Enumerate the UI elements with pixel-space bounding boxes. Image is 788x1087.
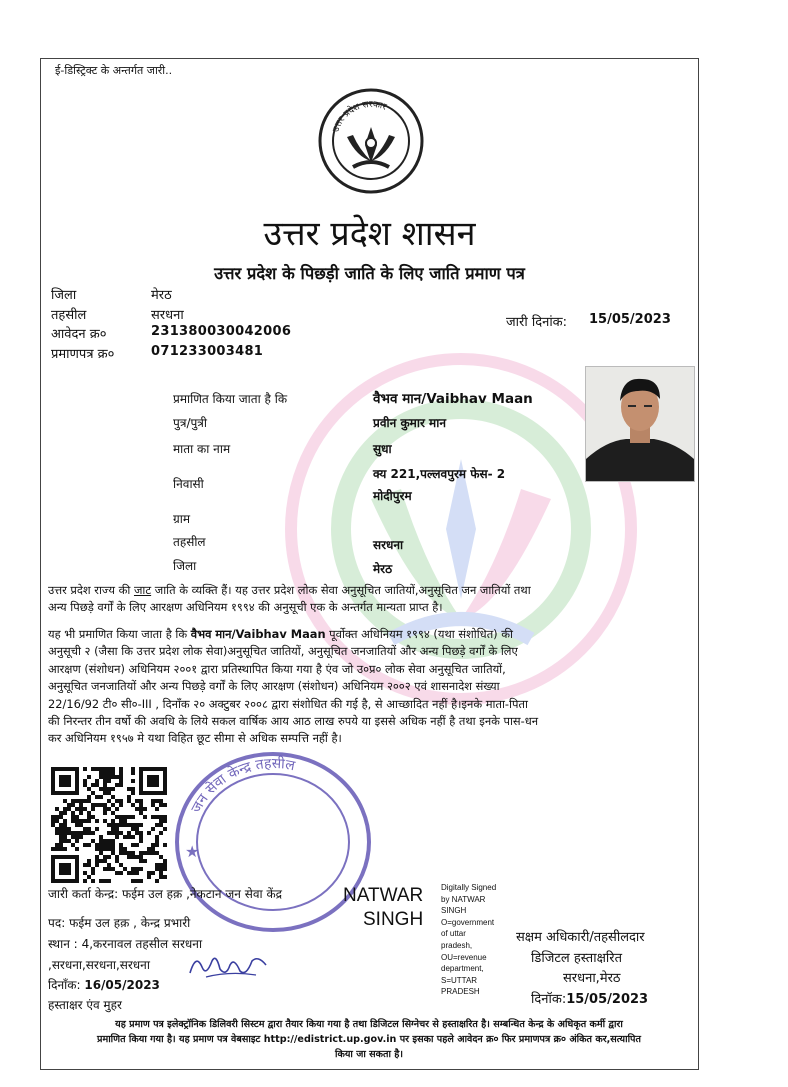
ds-line: SINGH <box>441 906 467 916</box>
ds-line: O=government <box>441 917 495 927</box>
ds-line: department, <box>441 964 484 974</box>
issuing-center <box>48 885 282 902</box>
ds-line: of uttar <box>441 929 466 939</box>
page-title: उत्तर प्रदेश शासन <box>263 214 476 254</box>
certificate-number: 071233003481 <box>151 344 264 359</box>
mother-value: सुधा <box>373 442 392 456</box>
signer-name-line2: SINGH <box>363 909 424 930</box>
para2-line6: की निरन्तर तीन वर्षो की अवधि के लिये सकल वार्षिक आय आठ लाख रुपये या इससे अधिक नहीं है तथा इनके पास-धन <box>48 714 539 729</box>
person-photo-icon <box>586 367 694 481</box>
issue-date-value: 15/05/2023 <box>589 312 671 327</box>
svg-text:जन सेवा केन्द्र तहसील <box>188 755 296 816</box>
details-tehsil-value: सरधना <box>373 538 404 552</box>
officer-date-value: 15/05/2023 <box>566 992 649 1007</box>
village-label: ग्राम <box>173 512 191 526</box>
up-govt-emblem-icon <box>317 87 425 195</box>
tehsil-value: सरधना <box>151 308 184 323</box>
officer-date <box>531 989 648 1007</box>
tehsil-label: तहसील <box>51 308 87 323</box>
digital-signature-details <box>441 882 496 998</box>
issuing-center-value: फईम उल हक़ ,नेकटान जन सेवा केंद्र <box>122 887 283 901</box>
caste-paragraph <box>48 582 688 617</box>
footer-line2: प्रमाणित किया गया है। यह प्रमाण पत्र वेबसाइट http://edistrict.up.gov.in पर इसका पहले आवेदन क्र० फिर प्रमाणपत्र क्र० अंकित कर,सत्यापित <box>97 1034 641 1045</box>
mother-label: माता का नाम <box>173 442 231 456</box>
svg-text:उत्तर प्रदेश सरकार <box>331 100 388 134</box>
page-subtitle: उत्तर प्रदेश के पिछड़ी जाति के लिए जाति प्रमाण पत्र <box>214 264 525 283</box>
signature-label: हस्ताक्षर एंव मुहर <box>48 998 122 1012</box>
para2-line2: अनुसूची २ (जैसा कि उत्तर प्रदेश लोक सेवा)अनुसूचित जातियों, अनुसूचित जनजातियों और अन्य पिछड़े वर्गों के लिए <box>48 644 518 659</box>
para2-line5: 22/16/92 टी० सी०-III , दिनाँक २० अक्टुबर २००८ द्वारा संशोधित की गई है, से आच्छादित नहीं है।इनके माता-पिता <box>48 696 528 711</box>
application-number: 231380030042006 <box>151 324 292 339</box>
resident-value-line2: मोदीपुरम <box>373 489 412 503</box>
para2-line1-end: पूर्वोक्त अधिनियम १९९४ (यथा संशोधित) की <box>325 627 513 641</box>
header-note: ई-डिस्ट्रिक्ट के अन्तर्गत जारी.. <box>55 64 173 77</box>
para1-line2: अन्य पिछड़े वर्गों के लिए आरक्षण अधिनियम १९९४ की अनुसूची एक के अन्तर्गत मान्यता प्राप्त है। <box>48 600 443 615</box>
svg-text:★: ★ <box>185 842 200 861</box>
issuer-post-value: फईम उल हक़ , केन्द्र प्रभारी <box>69 916 191 930</box>
certificate-sheet <box>40 58 699 1070</box>
ds-line: S=UTTAR <box>441 975 478 985</box>
details-tehsil-label: तहसील <box>173 535 206 549</box>
district-label: जिला <box>51 288 77 303</box>
details-district-label: जिला <box>173 559 197 573</box>
footer-line1: यह प्रमाण पत्र इलेक्ट्रॉनिक डिलिवरी सिस्टम द्वारा तैयार किया गया है तथा डिजिटल सिग्नेचर से हस्ताक्षरित है। सम्बन्धित केन्द्र के अधिकृत कर्मी द्वारा <box>115 1019 623 1030</box>
certificate-label: प्रमाणपत्र क्र० <box>51 347 115 362</box>
details-district-value: मेरठ <box>373 562 393 576</box>
signer-name-line1: NATWAR <box>343 885 424 906</box>
para2-line3: आरक्षण (संशोधन) अधिनियम २००१ द्वारा प्रतिस्थापित किया गया है एंव जो उ०प्र० लोक सेवा अनुसूचित जातियों, <box>48 661 506 676</box>
para2-applicant-name: वैभव मान/Vaibhav Maan <box>190 627 326 641</box>
officer-designation: सक्षम अधिकारी/तहसीलदार <box>516 930 645 945</box>
stamp-text: जन सेवा केन्द्र तहसील <box>188 755 297 816</box>
emblem-text: उत्तर प्रदेश सरकार <box>331 99 388 134</box>
ds-line: PRADESH <box>441 987 480 997</box>
ds-line: Digitally Signed <box>441 883 497 892</box>
resident-value-line1: क्य 221,पल्लवपुरम फेस- 2 <box>373 467 506 481</box>
para2-line7: कर अधिनियम १९५७ मे यथा विहित छूट सीमा से अधिक सम्पत्ति नहीं है। <box>48 731 342 746</box>
issuer-place-line2: ,सरधना,सरधना,सरधना <box>48 958 150 972</box>
issuer-place-label: स्थान : <box>48 937 78 951</box>
officer-place: सरधना,मेरठ <box>563 971 621 986</box>
issuer-date <box>48 976 160 993</box>
issuer-post <box>48 914 190 931</box>
issuer-post-label: पद: <box>48 916 66 930</box>
qr-code-icon <box>51 767 167 883</box>
issuer-date-label: दिनाँक: <box>48 978 81 992</box>
issue-date-label: जारी दिनांक: <box>506 315 568 330</box>
applicant-name: वैभव मान/Vaibhav Maan <box>373 391 533 407</box>
para1-text-end: जाति के व्यक्ति हैं। यह उत्तर प्रदेश लोक सेवा अनुसूचित जातियों,अनुसूचित जन जातियों तथा <box>151 583 531 597</box>
para2-line1-start: यह भी प्रमाणित किया जाता है कि <box>48 627 191 641</box>
ds-line: by NATWAR <box>441 894 486 904</box>
para1-text-start: उत्तर प्रदेश राज्य की <box>48 583 134 597</box>
ds-line: OU=revenue <box>441 952 487 962</box>
officer-date-label: दिनॉक: <box>531 992 567 1007</box>
issuer-place <box>48 935 202 952</box>
application-label: आवेदन क्र० <box>51 327 107 342</box>
issuing-center-label: जारी कर्ता केन्द्र: <box>48 887 119 901</box>
resident-label: निवासी <box>173 477 204 491</box>
digital-signature-block <box>343 882 513 1002</box>
applicant-photo <box>585 366 695 482</box>
issuer-date-value: 16/05/2023 <box>84 978 160 992</box>
parent-label: पुत्र/पुत्री <box>173 416 208 430</box>
district-value: मेरठ <box>151 288 172 303</box>
footer-note <box>49 1017 689 1062</box>
caste-name: जाट <box>133 583 152 597</box>
para2-line4: अनुसूचित जनजातियों और अन्य पिछड़े वर्गों के लिए आरक्षण (संशोधन) अधिनियम २००२ एवं शासनादेश संख्या <box>48 679 500 694</box>
ds-line: pradesh, <box>441 940 473 950</box>
certify-label: प्रमाणित किया जाता है कि <box>173 392 288 406</box>
parent-value: प्रवीन कुमार मान <box>373 416 446 430</box>
footer-line3: किया जा सकता है। <box>334 1049 404 1060</box>
issuer-place-value: 4,करनावल तहसील सरधना <box>81 937 203 951</box>
officer-signed: डिजिटल हस्ताक्षरित <box>531 951 622 966</box>
certification-paragraph <box>48 626 688 748</box>
handwritten-signature-icon <box>186 947 271 983</box>
